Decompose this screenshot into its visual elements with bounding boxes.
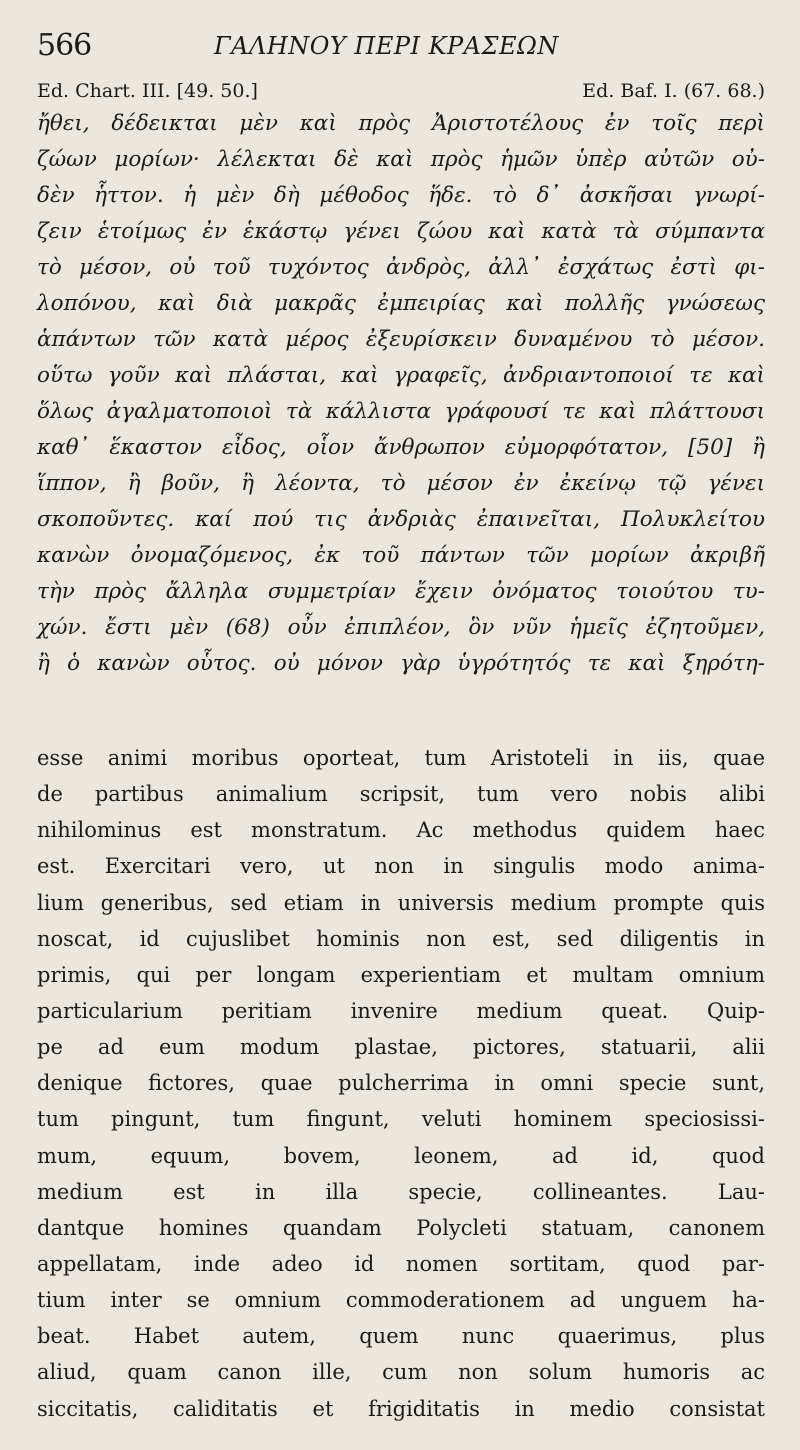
page-header bbox=[37, 28, 765, 68]
greek-line: ἤθει, δέδεικται μὲν καὶ πρὸς Ἀριστοτέλους ἐν τοῖς περὶ bbox=[37, 111, 765, 136]
greek-text-block bbox=[37, 106, 765, 682]
greek-line: ὅλως ἀγαλματοποιοὶ τὰ κάλλιστα γράφουσί τε καὶ πλάττουσι bbox=[37, 399, 765, 424]
latin-line: tum pingunt, tum fingunt, veluti hominem speciosissi- bbox=[37, 1107, 765, 1132]
greek-line: χών. ἔστι μὲν (68) οὖν ἐπιπλέον, ὃν νῦν ἡμεῖς ἐζητοῦμεν, bbox=[37, 615, 765, 640]
latin-line: beat. Habet autem, quem nunc quaerimus, plus bbox=[37, 1324, 765, 1349]
greek-line: σκοποῦντες. καί πού τις ἀνδριὰς ἐπαινεῖται, Πολυκλείτου bbox=[37, 507, 765, 532]
latin-line: tium inter se omnium commoderationem ad unguem ha- bbox=[37, 1288, 765, 1313]
latin-line: denique fictores, quae pulcherrima in omni specie sunt, bbox=[37, 1071, 765, 1096]
running-title: ΓΑΛΗΝΟΥ ΠΕΡΙ ΚΡΑΣΕΩΝ bbox=[214, 32, 559, 60]
latin-line: medium est in illa specie, collineantes. Lau- bbox=[37, 1179, 765, 1204]
latin-line: particularium peritiam invenire medium queat. Quip- bbox=[37, 998, 765, 1023]
latin-line: noscat, id cujuslibet hominis non est, sed diligentis in bbox=[37, 926, 765, 951]
greek-line: ἵππον, ἢ βοῦν, ἢ λέοντα, τὸ μέσον ἐν ἐκείνῳ τῷ γένει bbox=[37, 471, 765, 496]
latin-line: pe ad eum modum plastae, pictores, statuarii, alii bbox=[37, 1035, 765, 1060]
greek-line: ζειν ἑτοίμως ἐν ἑκάστῳ γένει ζώου καὶ κατὰ τὰ σύμπαντα bbox=[37, 219, 765, 244]
greek-line: λοπόνου, καὶ διὰ μακρᾶς ἐμπειρίας καὶ πολλῆς γνώσεως bbox=[37, 291, 765, 316]
latin-line: de partibus animalium scripsit, tum vero nobis alibi bbox=[37, 782, 765, 807]
latin-line: est. Exercitari vero, ut non in singulis modo anima- bbox=[37, 854, 765, 879]
greek-line: τὴν πρὸς ἄλληλα συμμετρίαν ἔχειν ὀνόματος τοιούτου τυ- bbox=[37, 579, 765, 604]
latin-line: primis, qui per longam experientiam et multam omnium bbox=[37, 962, 765, 987]
latin-text-block bbox=[37, 740, 765, 1427]
greek-line: τὸ μέσον, οὐ τοῦ τυχόντος ἀνδρὸς, ἀλλ᾽ ἐσχάτως ἐστὶ φι- bbox=[37, 255, 765, 280]
edition-reference-right: Ed. Baf. I. (67. 68.) bbox=[582, 80, 765, 102]
latin-line: dantque homines quandam Polycleti statuam, canonem bbox=[37, 1215, 765, 1240]
latin-line: nihilominus est monstratum. Ac methodus quidem haec bbox=[37, 818, 765, 843]
greek-line: δὲν ἧττον. ἡ μὲν δὴ μέθοδος ἥδε. τὸ δ᾽ ἀσκῆσαι γνωρί- bbox=[37, 183, 765, 208]
greek-line: ζώων μορίων· λέλεκται δὲ καὶ πρὸς ἡμῶν ὑπὲρ αὐτῶν οὐ- bbox=[37, 147, 765, 172]
page-number: 566 bbox=[37, 28, 92, 63]
latin-line: siccitatis, caliditatis et frigiditatis in medio consistat bbox=[37, 1396, 765, 1421]
latin-line: appellatam, inde adeo id nomen sortitam, quod par- bbox=[37, 1251, 765, 1276]
latin-line: mum, equum, bovem, leonem, ad id, quod bbox=[37, 1143, 765, 1168]
latin-line: lium generibus, sed etiam in universis medium prompte quis bbox=[37, 890, 765, 915]
greek-line: οὕτω γοῦν καὶ πλάσται, καὶ γραφεῖς, ἀνδριαντοποιοί τε καὶ bbox=[37, 363, 765, 388]
greek-line: ἢ ὁ κανὼν οὗτος. οὐ μόνον γὰρ ὑγρότητός τε καὶ ξηρότη- bbox=[37, 651, 765, 676]
edition-reference-left: Ed. Chart. III. [49. 50.] bbox=[37, 80, 258, 102]
greek-line: καθ᾽ ἕκαστον εἶδος, οἷον ἄνθρωπον εὐμορφότατον, [50] ἢ bbox=[37, 435, 765, 460]
latin-line: aliud, quam canon ille, cum non solum humoris ac bbox=[37, 1360, 765, 1385]
greek-line: ἁπάντων τῶν κατὰ μέρος ἐξευρίσκειν δυναμένου τὸ μέσον. bbox=[37, 327, 765, 352]
latin-line: esse animi moribus oporteat, tum Aristoteli in iis, quae bbox=[37, 746, 765, 770]
greek-line: κανὼν ὀνομαζόμενος, ἐκ τοῦ πάντων τῶν μορίων ἀκριβῆ bbox=[37, 543, 765, 568]
edition-reference-line bbox=[37, 78, 765, 106]
